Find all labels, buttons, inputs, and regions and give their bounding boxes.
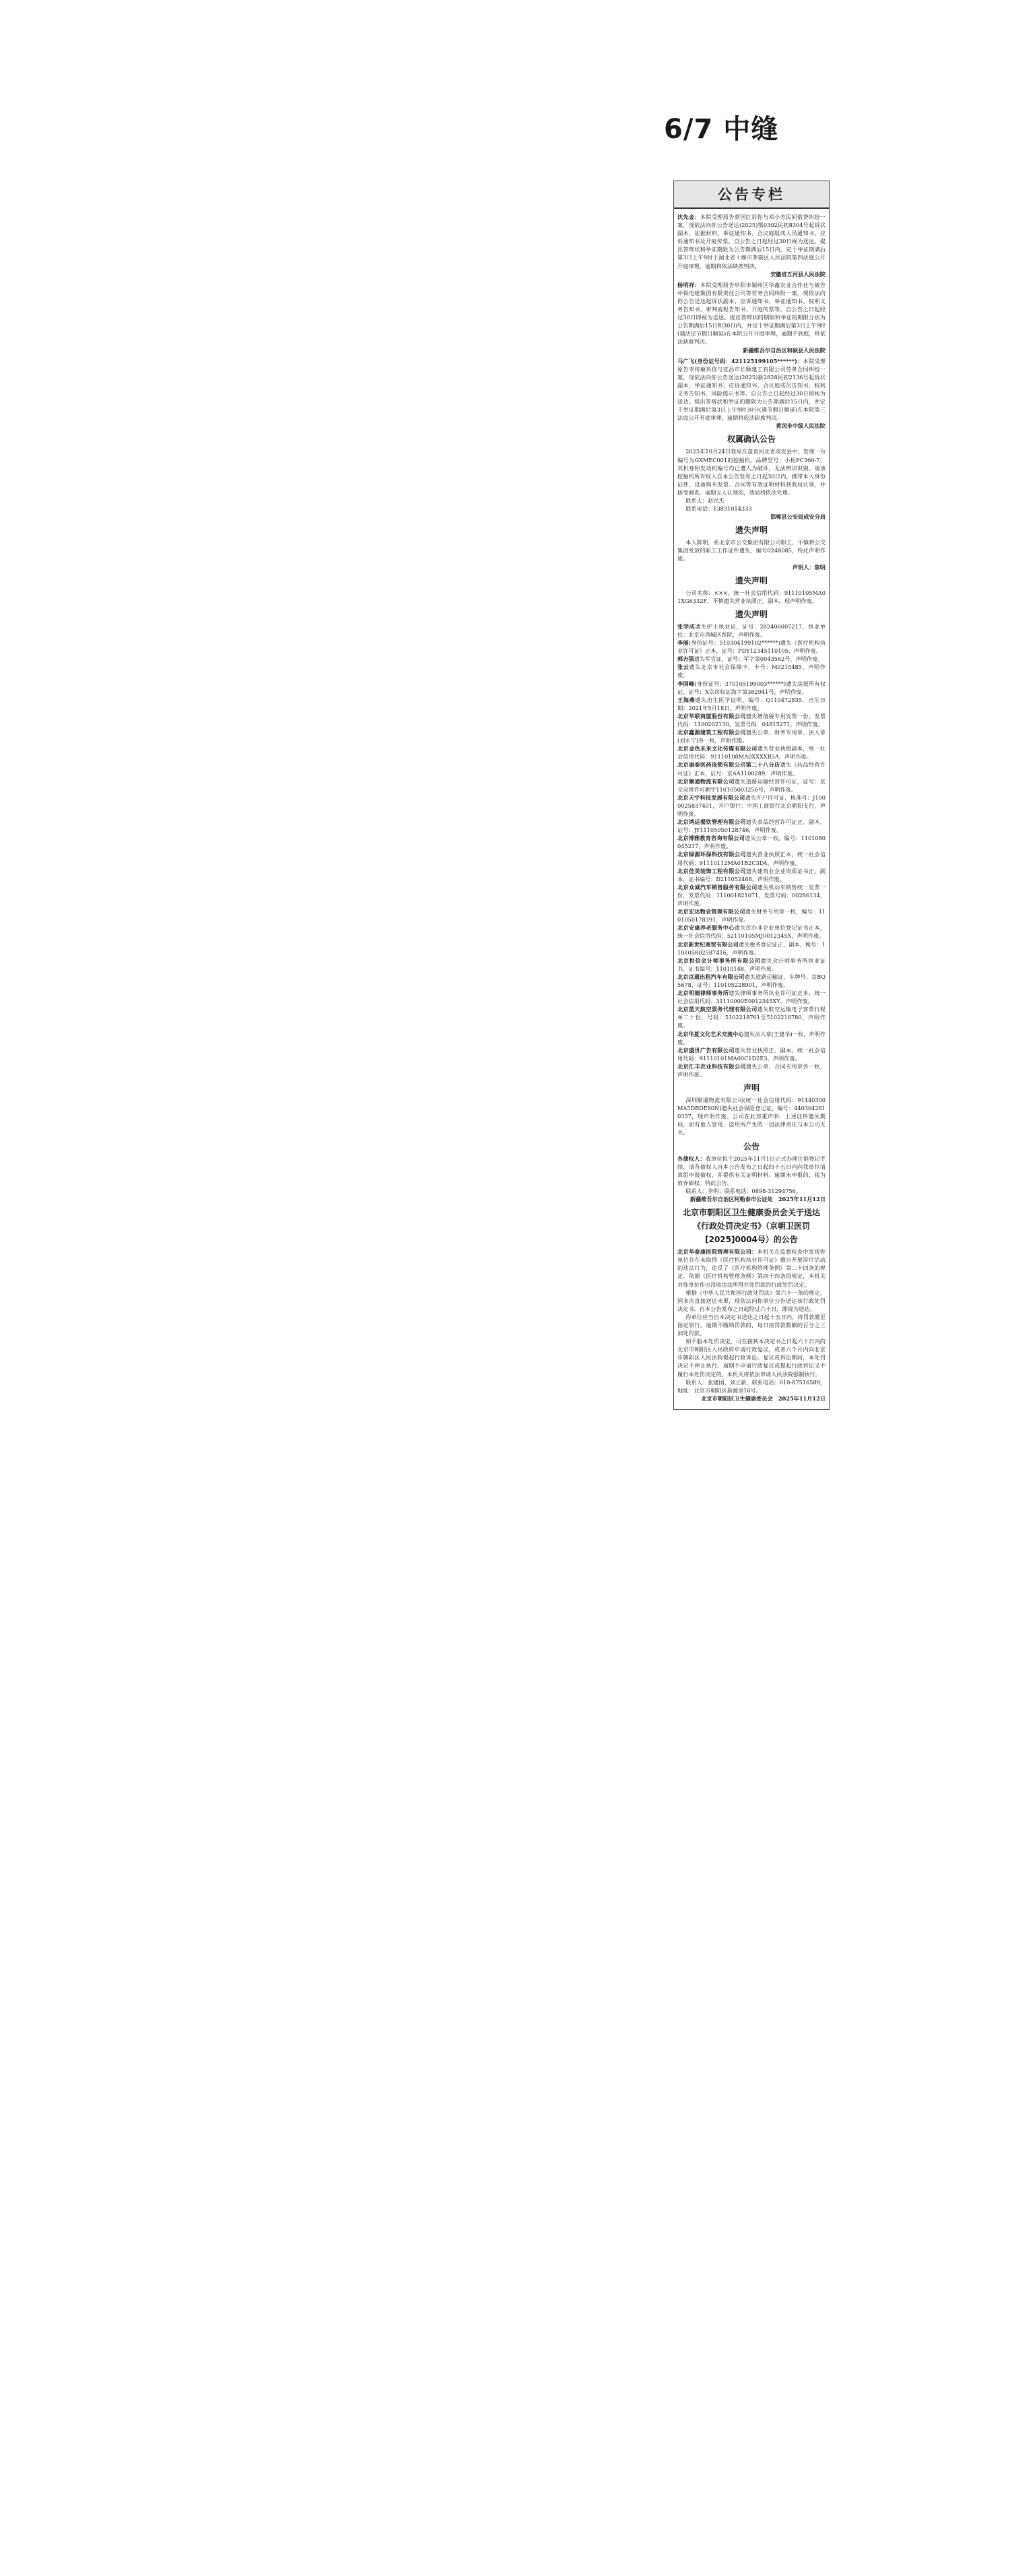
notice-text: 本机关在监督检查中发现你单位存在未取得《医疗机构执业许可证》擅自开展诊疗活动的违法行为，违反了《医疗机构管理条例》第二十四条的规定，依据《医疗机构管理条例》第四十四条的规定，本机关对你单位作出没收违法所得并处罚款的行政处罚决定。 <box>677 1248 826 1288</box>
notice-paragraph <box>677 818 826 834</box>
notice-title: 权属确认公告 <box>727 434 776 445</box>
notice-title: 遗失声明 <box>735 525 768 536</box>
notice-text: 联系电话：13831014333 <box>685 505 752 513</box>
notice-text: 遗失军官证，证号：军字第0043562号，声明作废。 <box>694 655 823 663</box>
notice-paragraph <box>677 213 826 270</box>
notice-lead: 北京恒信会计师事务所有限公司 <box>677 957 761 964</box>
notice-text: 遗失民办非企业单位登记证书正本，统一社会信用代码：52110105MJ0012345X，声明作废。 <box>677 924 826 940</box>
notice-paragraph <box>677 1155 826 1187</box>
notice-paragraph <box>677 1046 826 1062</box>
notice-lead: 北京华联商厦股份有限公司 <box>677 712 746 719</box>
notice-paragraph <box>677 357 826 422</box>
notice-lead: 北京金色未来文化传媒有限公司 <box>677 745 758 752</box>
notice-lead: 北京鸿运餐饮管理有限公司 <box>677 818 746 826</box>
notice-text: 遗失营业执照正本，统一社会信用代码：91110112MA01B2C3D4，声明作废。 <box>677 851 826 866</box>
notice-text: 遗失财务专用章一枚，编号：1101050178391，声明作废。 <box>677 908 826 924</box>
notice-title: 声明 <box>743 1083 760 1093</box>
notice-block <box>677 1206 826 1403</box>
notice-text: 遗失营业执照副本，统一社会信用代码：91110108MA0XXXXR5A，声明作废。 <box>677 745 826 761</box>
notice-block <box>677 574 826 605</box>
notice-signature: 邯郸县公安局成安分局 <box>770 513 826 521</box>
notice-text: 遗失建筑业企业资质证书正、副本，证书编号：D211052468，声明作废。 <box>677 867 826 882</box>
notice-text: 遗失公章、财务专用章、法人章(刘永宁)各一枚，声明作废。 <box>677 729 826 744</box>
notice-lead: 北京康泰医药连锁有限公司第二十八分店 <box>677 761 780 769</box>
notice-block <box>677 357 826 430</box>
notice-signature: 安徽省五河县人民法院 <box>770 270 826 278</box>
notice-paragraph <box>677 940 826 957</box>
notice-text: 我单位拟于2025年11月1日正式办理注销登记手续，请各债权人自本公告发布之日起四十五日内向我单位清算组申报债权，并提供有关证明材料。逾期未申报的，视为放弃债权。特此公告。 <box>677 1155 826 1186</box>
notice-paragraph <box>677 834 826 850</box>
notice-text: 遗失增值税专用发票一份，发票代码：1100202130，发票号码：04815271，声明作废。 <box>677 712 826 728</box>
notice-signature: 北京市朝阳区卫生健康委员会 2025年11月12日 <box>701 1394 826 1402</box>
notice-paragraph <box>677 639 826 655</box>
notice-paragraph <box>677 1062 826 1078</box>
notice-text: (身份证号：510304199102******)遗失《医疗机构执业许可证》正本，证号：PDY12345110105，声明作废。 <box>677 639 826 655</box>
notice-paragraph <box>677 447 826 496</box>
notice-text: 遗失律师事务所执业许可证正本，统一社会信用代码：31110000E0012345XY，声明作废。 <box>677 990 826 1005</box>
notice-paragraph <box>677 1337 826 1378</box>
column-title: 公告专栏 <box>674 181 829 209</box>
notice-signature: 声明人：陈明 <box>792 563 826 571</box>
notice-paragraph <box>677 850 826 866</box>
notice-title: 北京市朝阳区卫生健康委员会关于送达《行政处罚决定书》（京朝卫医罚[2025]0004号）的公告 <box>682 1208 820 1245</box>
notice-paragraph <box>677 728 826 744</box>
notice-text: 遗失道路运输证，车牌号：京BQ5678，证号：110105228901，声明作废。 <box>677 973 826 988</box>
notice-text: 你单位应当自本决定书送达之日起十五日内，将罚款缴至指定银行。逾期不缴纳罚款的，每日按罚款数额的百分之三加处罚款。 <box>677 1313 826 1337</box>
notice-lead: 李丽 <box>677 639 689 647</box>
notice-text: 遗失税务登记证正、副本，税号：110105802587416，声明作废。 <box>677 940 826 956</box>
notice-lead: 沈先金： <box>677 214 700 220</box>
notice-paragraph <box>677 712 826 728</box>
notice-text: 遗失机动车销售统一发票一份，发票代码：111001821071，发票号码：00286134，声明作废。 <box>677 883 826 907</box>
notice-paragraph <box>677 1030 826 1046</box>
notice-paragraph <box>677 924 826 940</box>
notice-paragraph <box>677 1187 826 1195</box>
notice-text: 公司名称：×××，统一社会信用代码：91110105MA01XG6332F，不慎遗失营业执照正、副本，现声明作废。 <box>677 589 826 604</box>
notice-paragraph <box>677 973 826 989</box>
notice-text: (身份证号：370105199003******)遗失房屋所有权证，证号：X京房权证海字第382941号，声明作废。 <box>677 680 826 695</box>
notice-text: 遗失北京市社会保障卡，卡号：M0215485，声明作废。 <box>677 664 826 679</box>
notice-lead: 李国峰 <box>677 680 695 687</box>
notice-lead: 北京天宇科技发展有限公司 <box>677 794 745 801</box>
notice-lead: 北京蓝天航空票务代理有限公司 <box>677 1006 758 1013</box>
notice-text: 本院受理原告阜阳市颍州区华鑫农业合作社与被告中铁电建集团有限责任公司等劳务合同纠纷一案，现依法向你公告送达起诉状副本、应诉通知书、举证通知书、权利义务告知书、审判流程告知书、开庭传票等。自公告之日起经过30日即视为送达。提出答辩状的期限和举证的期限分别为公告期满后15日和30日内，并定于举证期满后第3日上午9时(遇法定节假日顺延)在本院公开开庭审理，逾期不到庭，将依法缺席判决。 <box>677 281 826 346</box>
notice-paragraph <box>677 989 826 1005</box>
notice-lead: 北京顺通物流有限公司 <box>677 777 735 785</box>
notice-text: 本院受理原告李传敏诉你与宜昌市长顺建工有限公司劳务合同纠纷一案，现依法向你公告送达(2025)新2828民初2136号起诉状副本、举证通知书、应诉通知书、合议庭成员告知书、权利义务告知书、风险提示书等。自公告之日起经过30日即视为送达。提出答辩状和举证的期限为公告期满后15日内，并定于举证期满后第3日上午9时30分(遇节假日顺延)在本院第三法庭公开开庭审理，逾期将依法缺席判决。 <box>677 357 826 422</box>
notice-block <box>677 523 826 571</box>
notice-lead: 北京鑫源建筑工程有限公司 <box>677 729 746 736</box>
notice-paragraph <box>677 538 826 562</box>
notice-lead: 马广飞(身份证号码：421125199105******)： <box>677 357 803 364</box>
notice-lead: 北京盛世广告有限公司 <box>677 1046 735 1054</box>
notice-block <box>677 1140 826 1204</box>
notice-paragraph <box>677 761 826 777</box>
notice-text: 遗失公章、合同专用章各一枚，声明作废。 <box>677 1062 826 1078</box>
notice-lead: 杨明祥： <box>677 281 700 288</box>
notice-title: 遗失声明 <box>735 609 768 619</box>
notice-paragraph <box>677 589 826 605</box>
notice-text: 联系人：李明；联系电话：0898-31294756。 <box>685 1187 802 1194</box>
notice-paragraph <box>677 1005 826 1029</box>
notice-block <box>677 1081 826 1136</box>
notice-paragraph <box>677 1289 826 1313</box>
notice-paragraph <box>677 1096 826 1136</box>
notice-lead: 北京新世纪商贸有限公司 <box>677 940 739 948</box>
notice-text: 联系人：张建国、刘立新，联系电话：010-87516589，地址：北京市朝阳区新源里16号。 <box>677 1378 826 1394</box>
notice-column <box>673 181 830 1410</box>
notice-text: 深圳顺通物流有限公司(统一社会信用代码：91440300MA5DBDE80N)遗失社会保险登记证，编号：4403042810337，现声明作废。公司在此郑重声明：上述证件遗失期间，如有他人冒用、盗用所产生的一切法律责任与本公司无关。 <box>677 1097 826 1136</box>
notice-lead: 北京佳美装饰工程有限公司 <box>677 867 746 874</box>
notice-lead: 北京众诚汽车销售服务有限公司 <box>677 883 758 891</box>
notice-paragraph <box>677 655 826 663</box>
notice-paragraph <box>677 663 826 679</box>
notice-paragraph <box>677 1378 826 1394</box>
notice-text: 本人陈明，系北京市公交集团有限公司职工，不慎将公交集团发放的职工工作证件遗失，编号0248085，特此声明作废。 <box>677 539 826 562</box>
notice-lead: 北京明德律师事务所 <box>677 990 729 997</box>
notice-lead: 郭吉强 <box>677 655 694 663</box>
notice-lead: 北京博雅教育咨询有限公司 <box>677 835 745 842</box>
notice-text: 遗失食品经营许可证正、副本，证号：JY11105050128746，声明作废。 <box>677 818 826 834</box>
notice-paragraph <box>677 777 826 794</box>
notice-lead: 张学成 <box>677 622 696 630</box>
notice-text: 遗失开户许可证，核准号：J1000025837401，开户银行：中国工商银行北京朝阳支行，声明作废。 <box>677 794 826 817</box>
notice-text: 联系人：赵民杰 <box>685 497 725 504</box>
notice-text: 遗失护士执业证，证号：202406007217，执业单位：北京市西城区医院，声明作废。 <box>677 622 826 638</box>
notice-text: 2025年10月24日我局在盘查河北省成安县中，发现一台编号为GXMEC001的挖掘机，品牌型号：小松PC360-7，其机身和发动机编号均已遭人为破坏，无法辨识识别。请该挖掘机所有权人自本公告发布之日起30日内，携带本人身份证件、设备购买发票、合同等有效证明材料到我局认领，并接受调查。逾期无人认领的，我局将依法处理。 <box>677 448 826 496</box>
notice-text: 遗失营业执照正、副本，统一社会信用代码：91110101MA00C1D2E3，声明作废。 <box>677 1046 826 1062</box>
notice-lead: 北京安康养老服务中心 <box>677 924 735 932</box>
notice-lead: 北京绿源环保科技有限公司 <box>677 851 746 858</box>
notice-lead: 北京宏达物业管理有限公司 <box>677 908 745 915</box>
notice-paragraph <box>677 1248 826 1288</box>
notice-text: 遗失法人章(王建华)一枚，声明作废。 <box>677 1030 826 1045</box>
notice-title: 遗失声明 <box>735 575 768 585</box>
notice-text: 遗失出生医学证明，编号：Q110472835，出生日期：2021年5月18日，声明作废。 <box>677 696 826 711</box>
notice-block <box>677 213 826 278</box>
notice-paragraph <box>677 496 826 505</box>
notice-lead: 北京汇丰农业科技有限公司 <box>677 1062 746 1070</box>
notice-text: 遗失会计师事务所执业证书，证书编号：11010148，声明作废。 <box>677 957 826 972</box>
notice-block <box>677 432 826 521</box>
notice-paragraph <box>677 744 826 761</box>
notice-lead: 王海燕 <box>677 696 696 703</box>
notice-paragraph <box>677 907 826 924</box>
notice-paragraph <box>677 1313 826 1337</box>
notice-paragraph <box>677 883 826 907</box>
notice-block <box>677 281 826 354</box>
notice-text: 遗失公章一枚，编号：1101080045217，声明作废。 <box>677 835 826 850</box>
notice-text: 遗失道路运输经营许可证，证号：京交运管许可朝字110105003256号，声明作废。 <box>677 777 826 793</box>
notice-paragraph <box>677 794 826 818</box>
notice-lead: 北京华夏文化艺术交流中心 <box>677 1030 744 1037</box>
notice-lead: 北京华泰康医院管理有限公司： <box>677 1248 758 1256</box>
notice-lead: 北京京通出租汽车有限公司 <box>677 973 745 980</box>
notice-paragraph <box>677 622 826 639</box>
notice-lead: 张云 <box>677 664 689 671</box>
notice-paragraph <box>677 680 826 696</box>
notice-text: 根据《中华人民共和国行政处罚法》第六十一条的规定，因多次直接送达未果，现依法向你单位公告送达该行政处罚决定书。自本公告发布之日起经过六十日，即视为送达。 <box>677 1289 826 1312</box>
notice-text: 如不服本处罚决定，可在接到本决定书之日起六十日内向北京市朝阳区人民政府申请行政复议，或者六个月内向北京市朝阳区人民法院提起行政诉讼。复议或诉讼期间，本处罚决定不停止执行。逾期不申请行政复议或提起行政诉讼又不履行本处罚决定的，本机关将依法申请人民法院强制执行。 <box>677 1338 826 1378</box>
notice-block <box>677 608 826 1078</box>
notice-list <box>677 213 826 1403</box>
notice-text: 遗失航空运输电子客票行程单二十份，号码：5102218761至5102218780，声明作废。 <box>677 1006 826 1029</box>
notice-signature: 黄冈市中级人民法院 <box>776 422 826 430</box>
notice-text: 遗失《药品经营许可证》正本，证号：京AA1100289，声明作废。 <box>677 761 826 777</box>
notice-lead: 各债权人： <box>677 1155 706 1162</box>
page-header: 6/7 中缝 <box>664 114 779 145</box>
notice-paragraph <box>677 281 826 346</box>
notice-paragraph <box>677 696 826 712</box>
notice-signature: 新疆维吾尔自治区和硕县人民法院 <box>743 346 826 354</box>
notice-paragraph <box>677 957 826 973</box>
notice-paragraph <box>677 505 826 513</box>
notice-signature: 新疆维吾尔自治区阿勒泰市公证处 2025年11月12日 <box>689 1196 826 1203</box>
notice-title: 公告 <box>743 1141 760 1151</box>
notice-text: 本院受理原告蔡国红诉你与邓小芳民间借贷纠纷一案，现依法向你公告送达(2025)鄂0302民初8304号起诉状副本、证据材料、举证通知书、合议庭组成人员通知书、应诉通知书及开庭传票。自公告之日起经过30日视为送达。提出答辩状和举证期限为公告期满后15日内。定于举证期满后第3日上午9时于湖北省十堰市茅箭区人民法院第四法庭公开开庭审理，逾期将依法缺席判决。 <box>677 214 826 269</box>
notice-paragraph <box>677 867 826 883</box>
